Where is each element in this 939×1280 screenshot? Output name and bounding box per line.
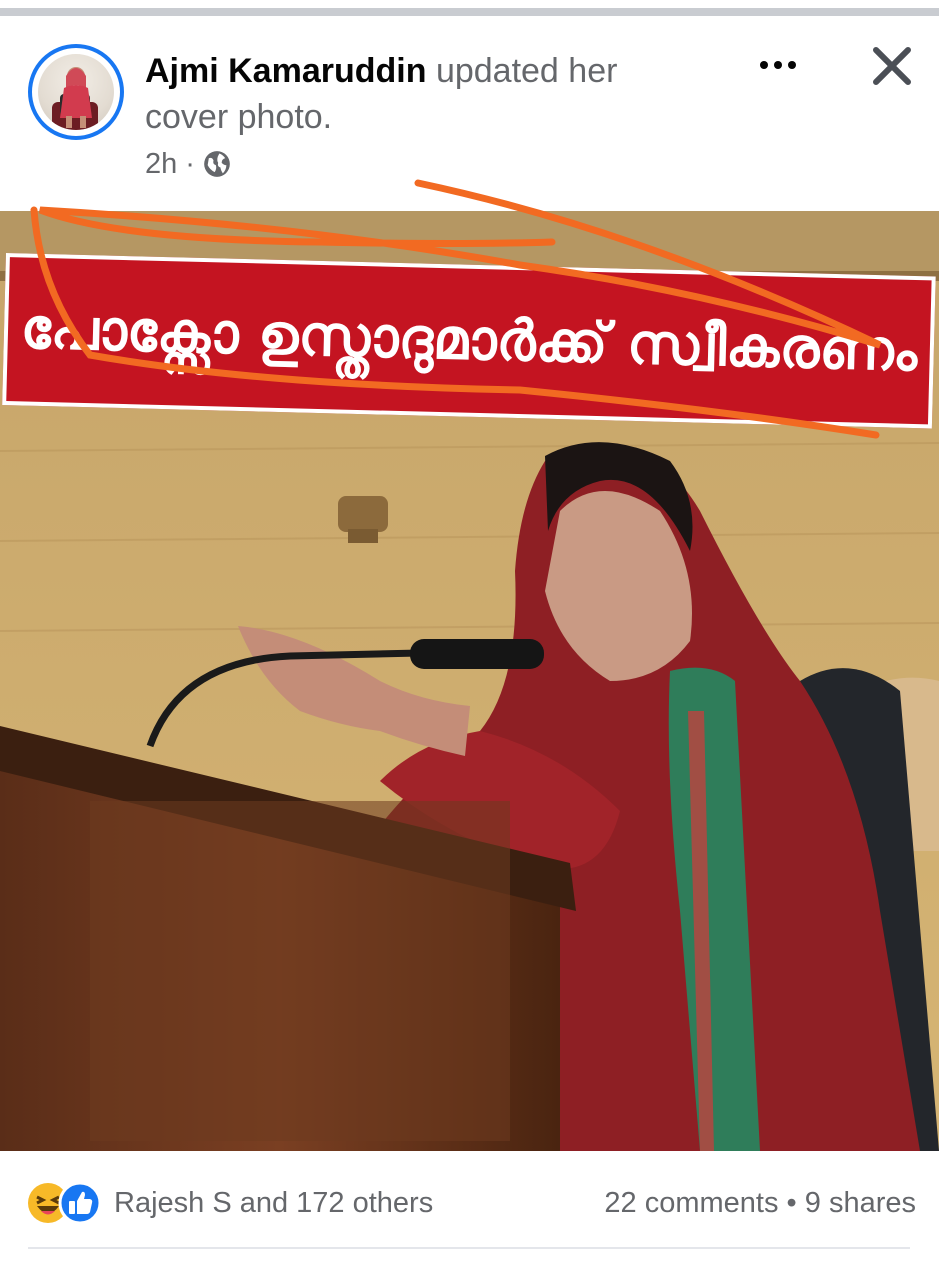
banner-text: പോക്സോ ഉസ്താദുമാർക്ക് സ്വീകരണം [19, 296, 918, 385]
avatar-photo [38, 54, 114, 130]
more-options-button[interactable] [748, 42, 808, 88]
engagement-counts[interactable] [604, 1187, 916, 1220]
counts-separator: • [786, 1186, 797, 1219]
author-name[interactable]: Ajmi Kamaruddin [145, 52, 427, 90]
reactions-summary[interactable] [26, 1181, 433, 1225]
author-avatar[interactable] [28, 44, 124, 140]
post-header [145, 48, 705, 140]
close-icon [866, 40, 918, 92]
like-icon [58, 1181, 102, 1225]
reactions-text: Rajesh S and 172 others [114, 1186, 434, 1219]
post-time[interactable]: 2h [145, 147, 178, 180]
top-divider [0, 0, 939, 10]
meta-separator: · [185, 147, 195, 180]
action-bar-divider [28, 1247, 910, 1249]
reactions-bar [26, 1175, 916, 1231]
reaction-icons [26, 1181, 106, 1225]
post-action-text: updated her cover photo. [145, 52, 618, 136]
comments-count[interactable]: 22 comments [604, 1186, 779, 1219]
annotation-scribble [0, 170, 939, 460]
close-button[interactable] [866, 40, 918, 92]
shares-count[interactable]: 9 shares [804, 1186, 916, 1219]
more-horizontal-icon [748, 42, 808, 88]
